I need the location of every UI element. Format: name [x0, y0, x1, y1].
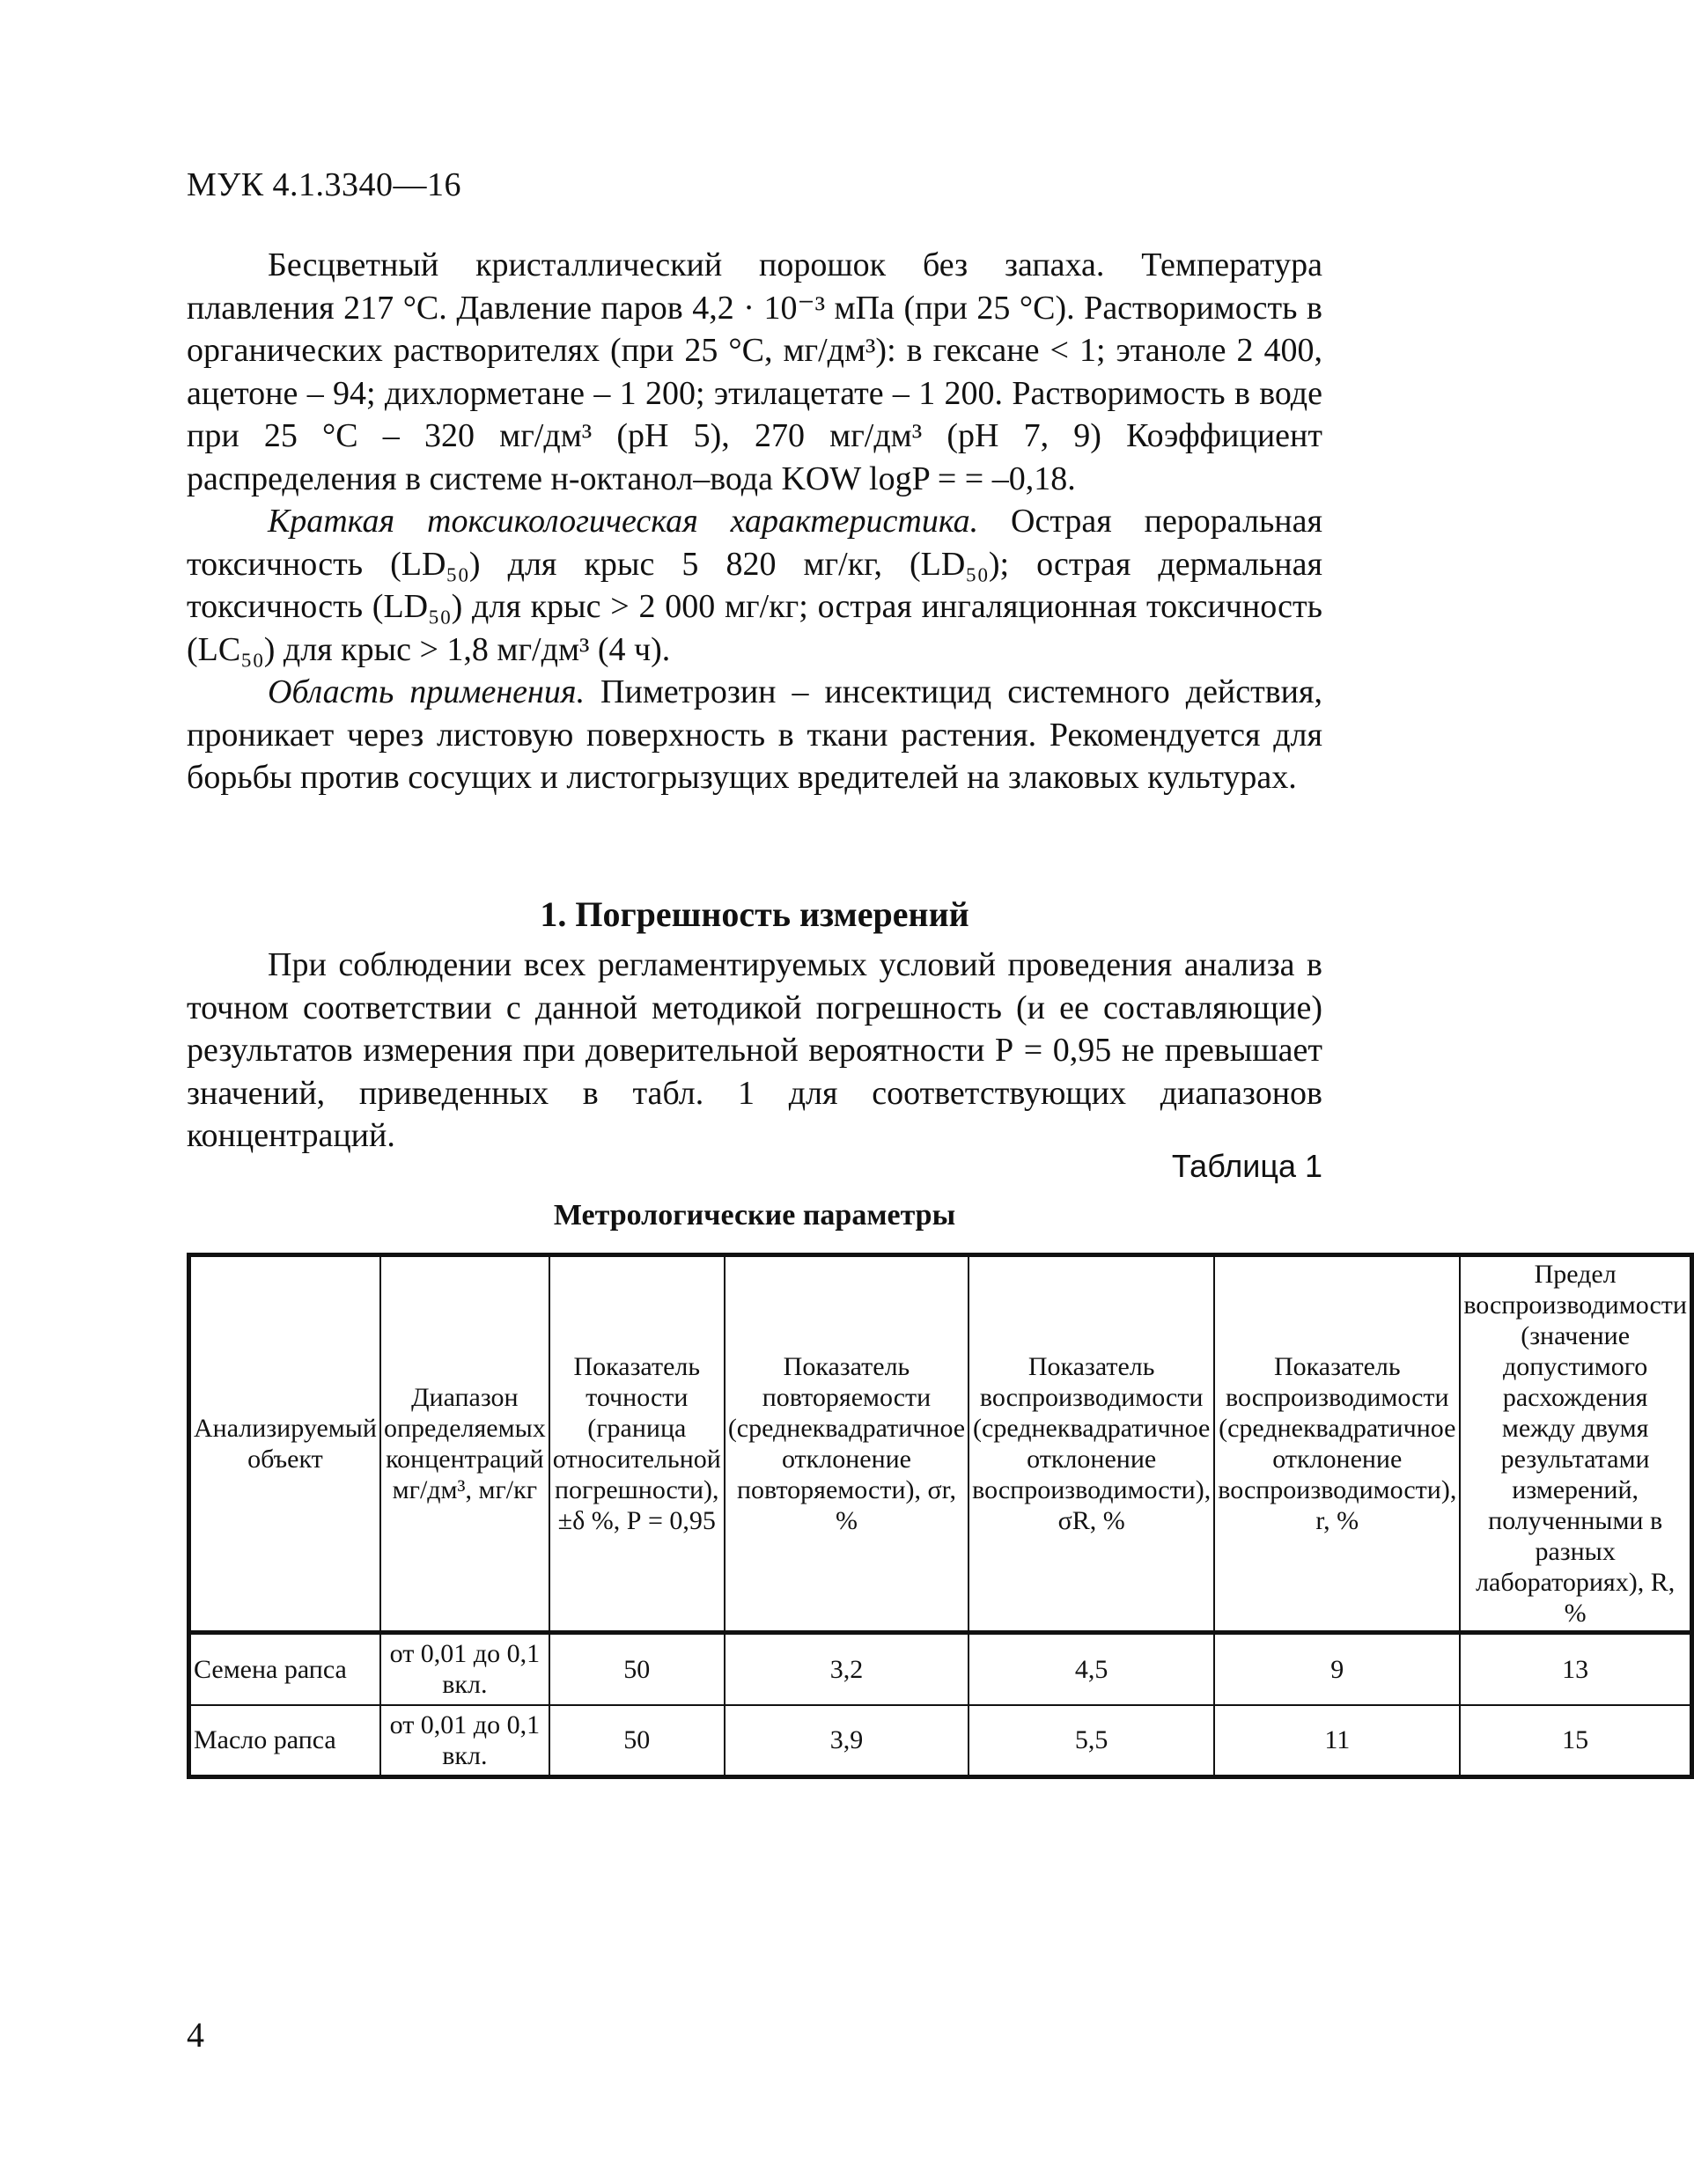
substance-description [187, 244, 1322, 799]
section-title: 1. Погрешность измерений [540, 894, 969, 934]
document-code: МУК 4.1.3340—16 [187, 166, 462, 203]
application-paragraph [187, 671, 1322, 799]
cell-r: 9 [1214, 1633, 1460, 1705]
cell-sigma-R: 4,5 [969, 1633, 1214, 1705]
table-title: Метрологические параметры [553, 1199, 956, 1232]
table-label: Таблица 1 [1171, 1148, 1322, 1184]
page-number: 4 [187, 2015, 204, 2055]
cell-r: 11 [1214, 1705, 1460, 1777]
table-header-row [189, 1255, 1692, 1633]
cell-sigma-r: 3,2 [725, 1633, 969, 1705]
header-object: Анализируемый объект [189, 1255, 380, 1633]
header-range: Диапазон определяемых концентраций мг/дм³, мг/кг [380, 1255, 549, 1633]
cell-delta: 50 [549, 1633, 725, 1705]
cell-object: Семена рапса [189, 1633, 380, 1705]
toxicology-paragraph [187, 500, 1322, 671]
cell-object: Масло рапса [189, 1705, 380, 1777]
application-label: Область применения. [268, 673, 586, 710]
table-row [189, 1705, 1692, 1777]
table-row [189, 1633, 1692, 1705]
toxicology-text: Острая пероральная токсичность (LD₅₀) для крыс 5 820 мг/кг, (LD₅₀); острая дермальная токсичность (LD₅₀) для крыс > 2 000 мг/кг; острая ингаляционная токсичность (LC₅₀) для крыс > 1,8 мг/дм³ (4 ч). [187, 503, 1322, 668]
header-accuracy: Показатель точности (граница относительной погрешности), ±δ %, Р = 0,95 [549, 1255, 725, 1633]
cell-range: от 0,01 до 0,1 вкл. [380, 1633, 549, 1705]
properties-paragraph: Бесцветный кристаллический порошок без запаха. Температура плавления 217 °С. Давление паров 4,2 · 10⁻³ мПа (при 25 °С). Растворимость в органических растворителях (при 25 °С, мг/дм³): в гексане < 1; этаноле 2 400, ацетоне – 94; дихлорметане – 1 200; этилацетате – 1 200. Растворимость в воде при 25 °С – 320 мг/дм³ (рН 5), 270 мг/дм³ (рН 7, 9) Коэффициент распределения в системе н-октанол–вода KOW logP = = –0,18. [187, 246, 1322, 497]
error-paragraph: При соблюдении всех регламентируемых условий проведения анализа в точном соответствии с данной методикой погрешность (и ее составляющие) результатов измерения при доверительной вероятности Р = 0,95 не превышает значений, приведенных в табл. 1 для соответствующих диапазонов концентраций. [187, 946, 1322, 1154]
cell-R: 15 [1460, 1705, 1691, 1777]
header-reproducibility-sigma: Показатель воспроизводимости (среднеквадратичное отклонение воспроизводимости), σR, % [969, 1255, 1214, 1633]
header-reproducibility-r: Показатель воспроизводимости (среднеквадратичное отклонение воспроизводимости), r, % [1214, 1255, 1460, 1633]
section-body [187, 944, 1322, 1158]
cell-range: от 0,01 до 0,1 вкл. [380, 1705, 549, 1777]
application-text: Пиметрозин – инсектицид системного действия, проникает через листовую поверхность в ткани растения. Рекомендуется для борьбы против сосущих и листогрызущих вредителей на злаковых культурах. [187, 673, 1322, 796]
header-reproducibility-limit: Предел воспроизводимости (значение допустимого расхождения между двумя результатами измерений, полученными в разных лабораториях), R, % [1460, 1255, 1691, 1633]
metrology-table [187, 1253, 1694, 1779]
cell-R: 13 [1460, 1633, 1691, 1705]
cell-delta: 50 [549, 1705, 725, 1777]
toxicology-label: Краткая токсикологическая характеристика. [268, 503, 979, 540]
header-repeatability: Показатель повторяемости (среднеквадратичное отклонение повторяемости), σr, % [725, 1255, 969, 1633]
cell-sigma-R: 5,5 [969, 1705, 1214, 1777]
cell-sigma-r: 3,9 [725, 1705, 969, 1777]
